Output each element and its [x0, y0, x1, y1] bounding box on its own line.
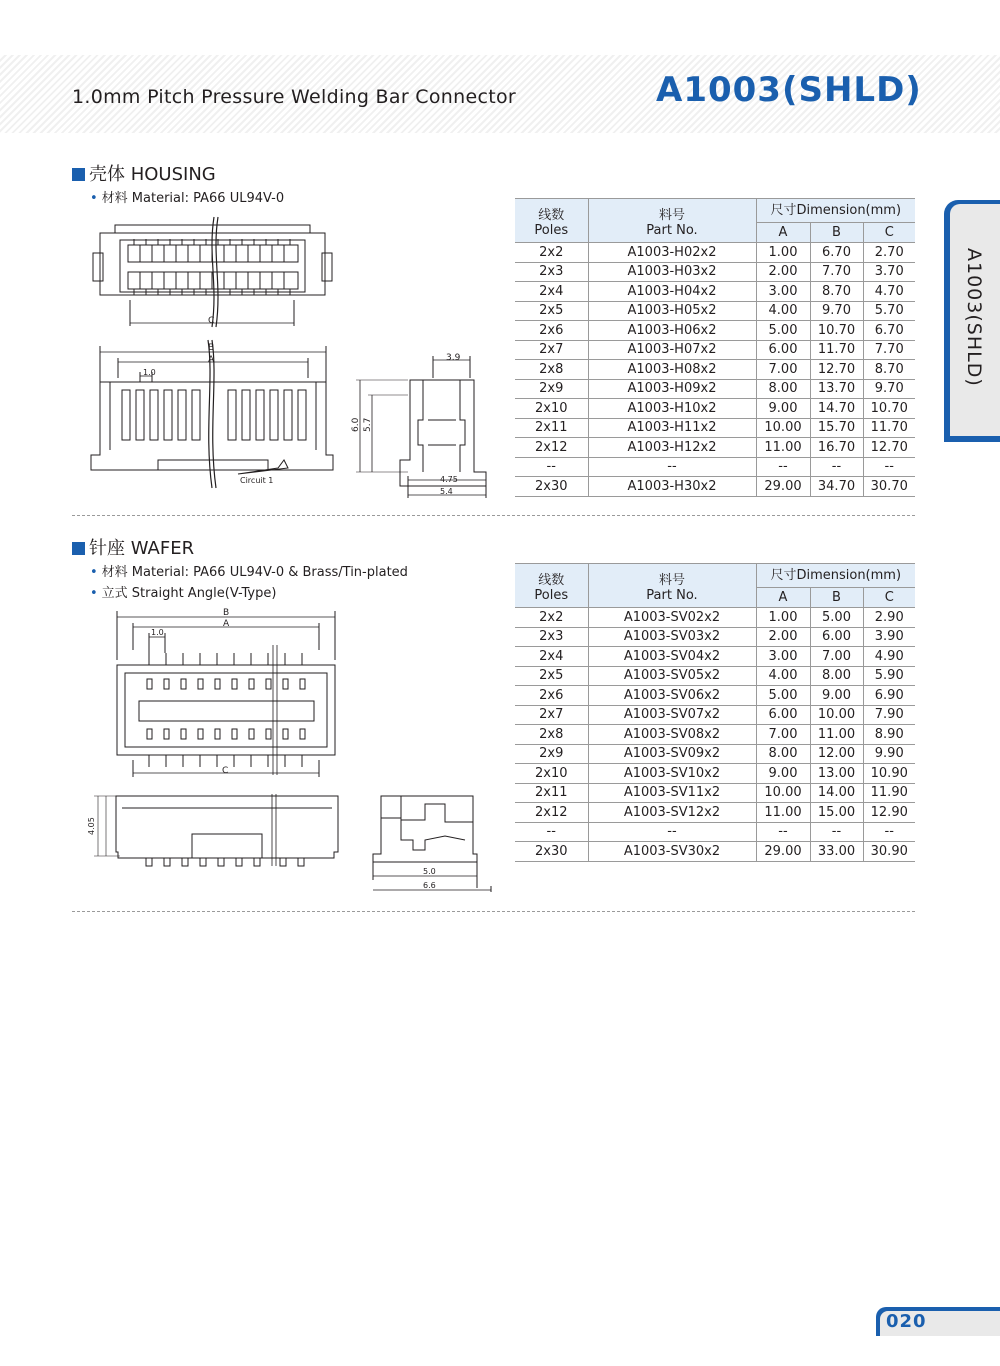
table-row [515, 822, 915, 842]
cell-poles: 2x6 [515, 321, 588, 341]
cell-dim-c: 5.70 [863, 301, 915, 321]
housing-dim-h2-label: 5.7 [363, 417, 373, 432]
wafer-dim-c-label: C [222, 766, 229, 776]
cell-poles: -- [515, 822, 588, 842]
cell-dim-a: 3.00 [756, 647, 810, 667]
housing-dim-w1-label: 3.9 [446, 353, 461, 363]
cell-dim-a: 5.00 [756, 321, 810, 341]
cell-dim-c: 10.70 [863, 399, 915, 419]
wafer-type-text: 立式 Straight Angle(V-Type) [101, 586, 277, 601]
cell-dim-c: 8.90 [863, 725, 915, 745]
cell-dim-a: 4.00 [756, 301, 810, 321]
table-row [515, 803, 915, 823]
cell-poles: 2x4 [515, 647, 588, 667]
housing-circuit-label: Circuit 1 [240, 476, 274, 485]
cell-dim-c: -- [863, 457, 915, 477]
col-a-header: A [756, 223, 810, 243]
housing-table-body [515, 243, 915, 497]
cell-part-no: A1003-H12x2 [588, 438, 756, 458]
wafer-top-view-drawing [105, 605, 345, 780]
housing-title-text: 壳体 HOUSING [89, 164, 216, 185]
cell-dim-c: 3.70 [863, 262, 915, 282]
col-part-header: 料号 Part No. [588, 199, 756, 243]
table-row [515, 725, 915, 745]
cell-dim-a: 1.00 [756, 243, 810, 263]
cell-dim-c: 11.70 [863, 418, 915, 438]
wafer-dim-w2-label: 6.6 [423, 881, 436, 890]
wafer-section-title [72, 534, 194, 560]
cell-dim-c: 7.90 [863, 705, 915, 725]
cell-part-no: A1003-SV02x2 [588, 608, 756, 628]
cell-poles: 2x4 [515, 282, 588, 302]
col-b-header: B [810, 223, 863, 243]
cell-dim-b: 34.70 [810, 477, 863, 497]
cell-dim-b: 12.00 [810, 744, 863, 764]
cell-part-no: A1003-H02x2 [588, 243, 756, 263]
cell-poles: 2x8 [515, 725, 588, 745]
cell-part-no: A1003-SV30x2 [588, 842, 756, 862]
table-row [515, 686, 915, 706]
cell-dim-b: 7.70 [810, 262, 863, 282]
cell-dim-b: 11.00 [810, 725, 863, 745]
wafer-dim-b-label: B [223, 608, 230, 618]
cell-poles: 2x6 [515, 686, 588, 706]
cell-poles: 2x8 [515, 360, 588, 380]
cell-dim-c: 4.90 [863, 647, 915, 667]
col-a-header: A [756, 588, 810, 608]
cell-dim-c: 6.70 [863, 321, 915, 341]
housing-dim-h1-label: 6.0 [351, 417, 361, 432]
cell-dim-a: 8.00 [756, 744, 810, 764]
cell-dim-a: 8.00 [756, 379, 810, 399]
cell-poles: 2x5 [515, 666, 588, 686]
housing-dim-c-label: C [208, 316, 215, 326]
table-row [515, 262, 915, 282]
cell-part-no: A1003-H03x2 [588, 262, 756, 282]
cell-poles: 2x12 [515, 438, 588, 458]
cell-part-no: A1003-SV05x2 [588, 666, 756, 686]
table-row [515, 764, 915, 784]
wafer-front-view-drawing [80, 790, 345, 875]
cell-dim-a: 2.00 [756, 627, 810, 647]
cell-poles: 2x9 [515, 379, 588, 399]
housing-material [90, 187, 284, 206]
table-row [515, 477, 915, 497]
cell-dim-c: 6.90 [863, 686, 915, 706]
cell-dim-a: 29.00 [756, 477, 810, 497]
housing-material-text: 材料 Material: PA66 UL94V-0 [101, 191, 285, 206]
cell-dim-c: 30.90 [863, 842, 915, 862]
col-poles-header: 线数 Poles [515, 564, 588, 608]
cell-dim-c: 2.70 [863, 243, 915, 263]
cell-dim-a: 9.00 [756, 764, 810, 784]
housing-dim-w3-label: 5.4 [440, 487, 453, 496]
wafer-material-text: 材料 Material: PA66 UL94V-0 & Brass/Tin-plated [101, 565, 408, 580]
cell-part-no: A1003-H11x2 [588, 418, 756, 438]
cell-poles: 2x10 [515, 764, 588, 784]
table-row [515, 340, 915, 360]
cell-dim-c: 11.90 [863, 783, 915, 803]
table-row [515, 399, 915, 419]
table-row [515, 744, 915, 764]
cell-dim-c: 5.90 [863, 666, 915, 686]
cell-dim-c: 3.90 [863, 627, 915, 647]
table-row [515, 321, 915, 341]
wafer-pitch-label: 1.0 [151, 628, 164, 637]
housing-side-view-drawing [348, 350, 493, 500]
cell-dim-a: 5.00 [756, 686, 810, 706]
cell-poles: 2x5 [515, 301, 588, 321]
table-row [515, 360, 915, 380]
cell-part-no: A1003-H06x2 [588, 321, 756, 341]
cell-dim-a: -- [756, 822, 810, 842]
cell-part-no: A1003-SV10x2 [588, 764, 756, 784]
cell-dim-a: 4.00 [756, 666, 810, 686]
cell-dim-a: 2.00 [756, 262, 810, 282]
cell-dim-b: 13.70 [810, 379, 863, 399]
cell-part-no: A1003-SV06x2 [588, 686, 756, 706]
cell-dim-b: 15.70 [810, 418, 863, 438]
page-number: 020 [886, 1311, 927, 1332]
table-row [515, 243, 915, 263]
section-divider [72, 515, 915, 516]
cell-poles: 2x3 [515, 627, 588, 647]
cell-part-no: A1003-H10x2 [588, 399, 756, 419]
cell-poles: 2x30 [515, 477, 588, 497]
cell-part-no: A1003-SV04x2 [588, 647, 756, 667]
wafer-table-body [515, 608, 915, 862]
cell-dim-b: 14.00 [810, 783, 863, 803]
wafer-spec-table [515, 563, 915, 862]
housing-front-view-drawing [88, 340, 338, 490]
table-row [515, 301, 915, 321]
cell-dim-a: 10.00 [756, 418, 810, 438]
cell-part-no: A1003-H07x2 [588, 340, 756, 360]
cell-dim-c: 9.90 [863, 744, 915, 764]
cell-dim-c: 10.90 [863, 764, 915, 784]
cell-dim-b: 6.00 [810, 627, 863, 647]
table-row [515, 418, 915, 438]
cell-dim-b: 8.00 [810, 666, 863, 686]
wafer-title-text: 针座 WAFER [89, 538, 195, 559]
table-row [515, 666, 915, 686]
cell-part-no: A1003-H08x2 [588, 360, 756, 380]
cell-dim-b: 8.70 [810, 282, 863, 302]
cell-poles: 2x11 [515, 418, 588, 438]
cell-part-no: A1003-H30x2 [588, 477, 756, 497]
cell-part-no: A1003-H05x2 [588, 301, 756, 321]
cell-poles: 2x7 [515, 705, 588, 725]
cell-dim-b: 9.70 [810, 301, 863, 321]
cell-dim-a: 3.00 [756, 282, 810, 302]
table-row [515, 647, 915, 667]
wafer-material [90, 561, 408, 580]
cell-dim-a: 9.00 [756, 399, 810, 419]
cell-dim-b: 11.70 [810, 340, 863, 360]
cell-dim-a: 29.00 [756, 842, 810, 862]
cell-poles: 2x10 [515, 399, 588, 419]
section-divider [72, 911, 915, 912]
cell-part-no: A1003-SV11x2 [588, 783, 756, 803]
cell-dim-c: 4.70 [863, 282, 915, 302]
cell-part-no: A1003-SV08x2 [588, 725, 756, 745]
cell-dim-b: 33.00 [810, 842, 863, 862]
cell-part-no: A1003-H04x2 [588, 282, 756, 302]
side-tab-label: A1003(SHLD) [963, 248, 985, 387]
table-row [515, 608, 915, 628]
section-square-icon [72, 168, 85, 181]
cell-poles: 2x2 [515, 243, 588, 263]
cell-dim-a: 7.00 [756, 360, 810, 380]
cell-poles: 2x3 [515, 262, 588, 282]
cell-dim-b: 9.00 [810, 686, 863, 706]
cell-poles: 2x12 [515, 803, 588, 823]
cell-dim-b: 7.00 [810, 647, 863, 667]
table-row [515, 783, 915, 803]
cell-dim-c: -- [863, 822, 915, 842]
table-row [515, 457, 915, 477]
col-part-header: 料号 Part No. [588, 564, 756, 608]
housing-dim-a-label: A [208, 355, 215, 365]
cell-poles: 2x9 [515, 744, 588, 764]
housing-section-title [72, 160, 216, 186]
housing-dim-b-label: B [208, 343, 215, 353]
cell-dim-a: -- [756, 457, 810, 477]
cell-poles: -- [515, 457, 588, 477]
cell-poles: 2x7 [515, 340, 588, 360]
col-b-header: B [810, 588, 863, 608]
cell-dim-a: 11.00 [756, 438, 810, 458]
table-row [515, 705, 915, 725]
cell-dim-b: 15.00 [810, 803, 863, 823]
bullet-icon: • [90, 191, 98, 206]
cell-part-no: A1003-SV09x2 [588, 744, 756, 764]
cell-dim-c: 12.90 [863, 803, 915, 823]
section-square-icon [72, 542, 85, 555]
cell-dim-a: 7.00 [756, 725, 810, 745]
cell-dim-a: 11.00 [756, 803, 810, 823]
housing-top-view-drawing [90, 215, 335, 330]
cell-dim-b: 13.00 [810, 764, 863, 784]
housing-pitch-label: 1.0 [143, 368, 156, 377]
cell-part-no: A1003-SV07x2 [588, 705, 756, 725]
col-dimension-header: 尺寸Dimension(mm) [756, 564, 915, 588]
page-subtitle: 1.0mm Pitch Pressure Welding Bar Connector [72, 86, 516, 108]
table-row [515, 438, 915, 458]
table-row [515, 379, 915, 399]
cell-part-no: -- [588, 457, 756, 477]
cell-dim-a: 1.00 [756, 608, 810, 628]
housing-dim-w2-label: 4.75 [440, 475, 458, 484]
cell-dim-b: 10.00 [810, 705, 863, 725]
cell-dim-b: -- [810, 457, 863, 477]
cell-poles: 2x11 [515, 783, 588, 803]
cell-part-no: A1003-H09x2 [588, 379, 756, 399]
cell-poles: 2x2 [515, 608, 588, 628]
cell-dim-a: 10.00 [756, 783, 810, 803]
cell-dim-a: 6.00 [756, 340, 810, 360]
cell-dim-c: 12.70 [863, 438, 915, 458]
cell-poles: 2x30 [515, 842, 588, 862]
cell-dim-c: 8.70 [863, 360, 915, 380]
cell-dim-b: 6.70 [810, 243, 863, 263]
col-c-header: C [863, 588, 915, 608]
cell-dim-b: 10.70 [810, 321, 863, 341]
housing-spec-table [515, 198, 915, 497]
cell-part-no: -- [588, 822, 756, 842]
table-row [515, 627, 915, 647]
cell-dim-c: 9.70 [863, 379, 915, 399]
cell-dim-b: 14.70 [810, 399, 863, 419]
wafer-dim-a-label: A [223, 619, 230, 629]
wafer-dim-h1-label: 4.05 [87, 817, 96, 835]
cell-dim-a: 6.00 [756, 705, 810, 725]
bullet-icon: • [90, 586, 98, 601]
cell-dim-c: 2.90 [863, 608, 915, 628]
cell-dim-b: 12.70 [810, 360, 863, 380]
model-title: A1003(SHLD) [656, 70, 922, 110]
wafer-dim-w1-label: 5.0 [423, 867, 436, 876]
cell-dim-c: 30.70 [863, 477, 915, 497]
wafer-type [90, 582, 276, 601]
cell-dim-b: -- [810, 822, 863, 842]
cell-part-no: A1003-SV12x2 [588, 803, 756, 823]
cell-dim-c: 7.70 [863, 340, 915, 360]
cell-dim-b: 5.00 [810, 608, 863, 628]
table-row [515, 282, 915, 302]
wafer-side-view-drawing [365, 792, 485, 897]
bullet-icon: • [90, 565, 98, 580]
col-c-header: C [863, 223, 915, 243]
cell-dim-b: 16.70 [810, 438, 863, 458]
cell-part-no: A1003-SV03x2 [588, 627, 756, 647]
col-poles-header: 线数 Poles [515, 199, 588, 243]
table-row [515, 842, 915, 862]
col-dimension-header: 尺寸Dimension(mm) [756, 199, 915, 223]
